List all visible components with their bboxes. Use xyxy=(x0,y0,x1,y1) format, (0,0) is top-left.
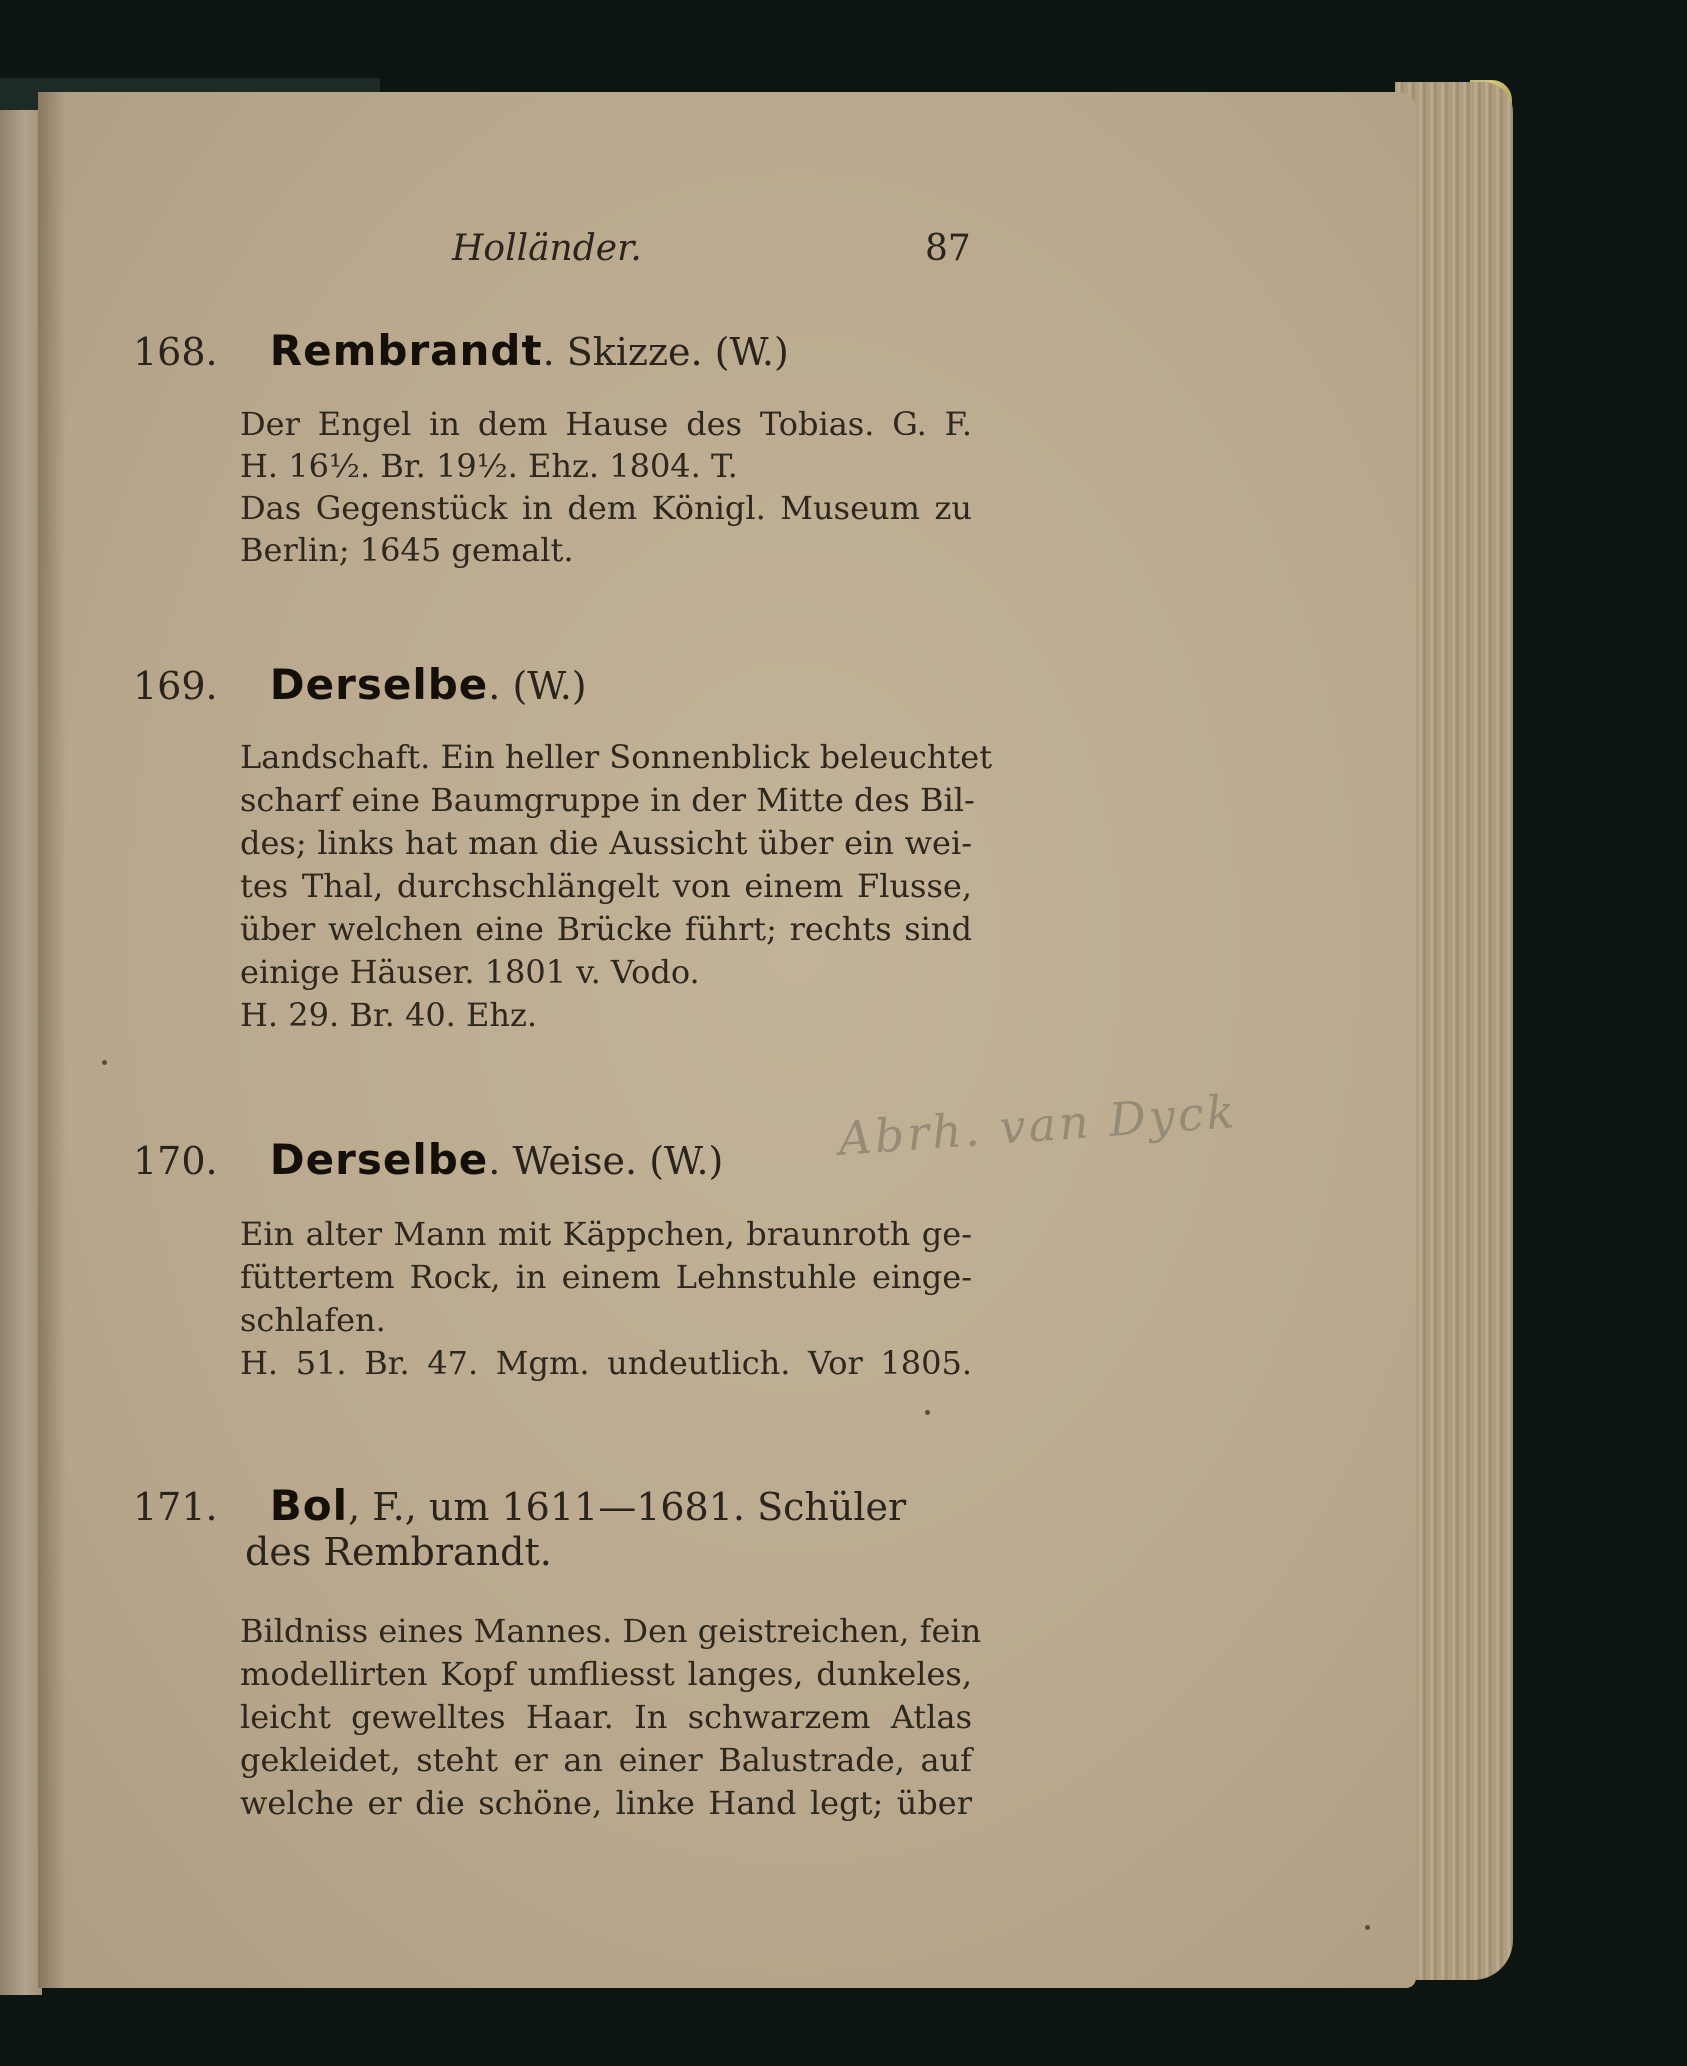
entry-line: tes Thal, durchschlängelt von einem Flusse, xyxy=(240,867,972,905)
paper-speck xyxy=(925,1410,930,1415)
entry-number: 171. xyxy=(133,1485,218,1529)
paper-speck xyxy=(102,1060,107,1065)
entry-line: modellirten Kopf umfliesst langes, dunkeles, xyxy=(240,1655,972,1693)
entry-line: H. 51. Br. 47. Mgm. undeutlich. Vor 1805. xyxy=(240,1344,972,1382)
gutter-shadow xyxy=(38,92,66,1988)
running-head-title: Holländer. xyxy=(452,228,642,269)
entry-line: gekleidet, steht er an einer Balustrade, auf xyxy=(240,1741,972,1779)
entry-heading-168 xyxy=(133,326,789,375)
entry-line: Landschaft. Ein heller Sonnenblick beleuchtet xyxy=(240,738,993,776)
handwritten-annotation: Abrh. van Dyck xyxy=(836,1084,1240,1166)
entry-heading-169 xyxy=(133,660,587,709)
page-number: 87 xyxy=(925,228,971,269)
entry-line: H. 29. Br. 40. Ehz. xyxy=(240,996,538,1034)
entry-heading-171 xyxy=(133,1481,906,1530)
entry-line: H. 16½. Br. 19½. Ehz. 1804. T. xyxy=(240,447,738,485)
entry-heading-rest: . (W.) xyxy=(488,664,587,708)
left-page-edge xyxy=(0,110,42,1995)
entry-line: scharf eine Baumgruppe in der Mitte des Bil- xyxy=(240,781,975,819)
entry-line: schlafen. xyxy=(240,1301,386,1339)
entry-line: füttertem Rock, in einem Lehnstuhle einge- xyxy=(240,1258,972,1296)
entry-line: Berlin; 1645 gemalt. xyxy=(240,531,574,569)
artist-name: Derselbe xyxy=(269,1135,489,1184)
entry-line: Das Gegenstück in dem Königl. Museum zu xyxy=(240,489,972,527)
entry-heading-170 xyxy=(133,1135,723,1184)
artist-name: Derselbe xyxy=(269,660,489,709)
entry-line: einige Häuser. 1801 v. Vodo. xyxy=(240,953,700,991)
entry-heading-continuation: des Rembrandt. xyxy=(245,1530,552,1574)
entry-line: Bildniss eines Mannes. Den geistreichen, fein xyxy=(240,1612,982,1650)
entry-line: welche er die schöne, linke Hand legt; über xyxy=(240,1784,972,1822)
entry-line: des; links hat man die Aussicht über ein wei- xyxy=(240,824,972,862)
entry-number: 168. xyxy=(133,330,218,374)
entry-line: leicht gewelltes Haar. In schwarzem Atlas xyxy=(240,1698,972,1736)
entry-line: Der Engel in dem Hause des Tobias. G. F. xyxy=(240,405,972,443)
artist-name: Rembrandt xyxy=(269,326,543,375)
paper-speck xyxy=(1365,1925,1370,1930)
artist-name: Bol xyxy=(269,1481,349,1530)
entry-number: 170. xyxy=(133,1139,218,1183)
entry-number: 169. xyxy=(133,664,218,708)
entry-heading-rest: , F., um 1611—1681. Schüler xyxy=(348,1485,907,1529)
entry-line: Ein alter Mann mit Käppchen, braunroth ge- xyxy=(240,1215,972,1253)
entry-heading-rest: . Weise. (W.) xyxy=(488,1139,724,1183)
entry-heading-rest: . Skizze. (W.) xyxy=(542,330,789,374)
entry-line: über welchen eine Brücke führt; rechts sind xyxy=(240,910,972,948)
